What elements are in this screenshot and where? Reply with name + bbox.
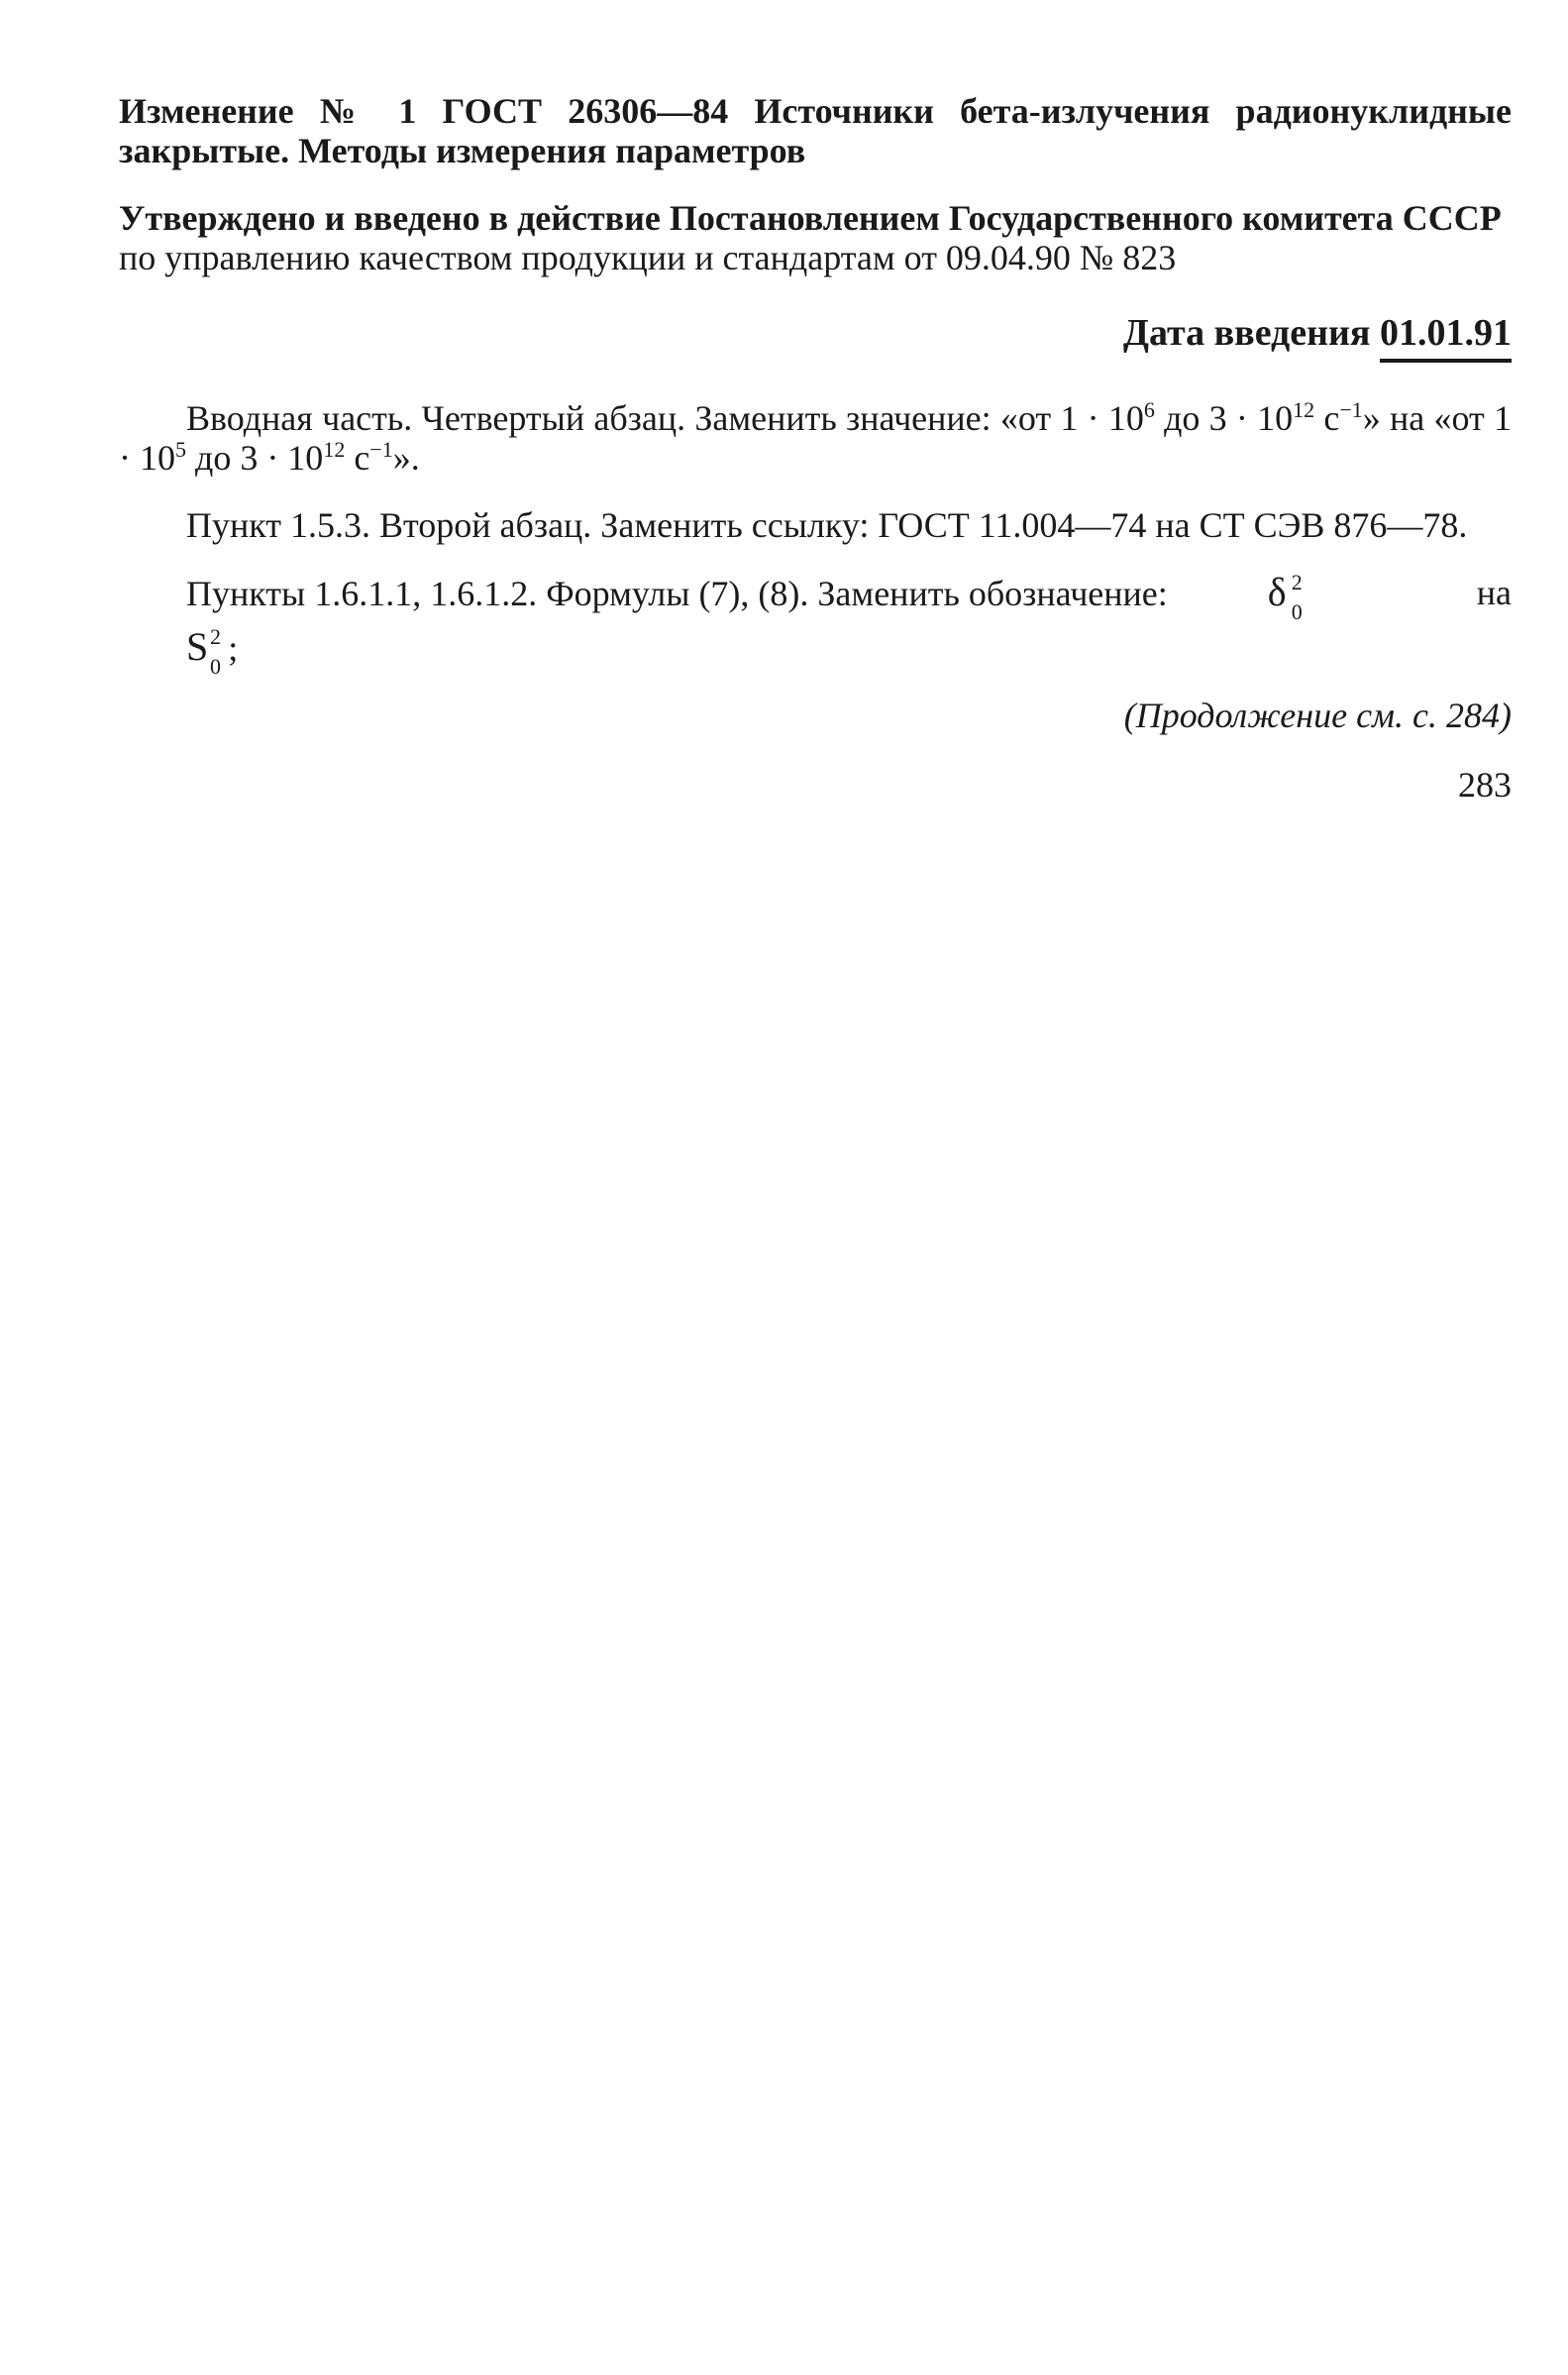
symbol-s-zero-squared: [119, 624, 221, 679]
p3-na: на: [1476, 573, 1512, 612]
date-value: 01.01.91: [1380, 311, 1512, 363]
p1-text-b: до 3 · 10: [1154, 398, 1294, 438]
p3-text: Пункты 1.6.1.1, 1.6.1.2. Формулы (7), (8). Заменить обозначение:: [186, 574, 1168, 613]
continuation-note: (Продолжение см. с. 284): [1123, 696, 1512, 735]
approval-statement: [119, 198, 1512, 277]
p1-text-e: до 3 · 10: [186, 438, 324, 478]
s-sub: 0: [210, 654, 221, 679]
approval-lead: Утверждено и введено в действие Постановлением Государственного комитета СССР: [119, 198, 1502, 238]
paragraph-intro: [119, 398, 1512, 478]
p1-text-a: Вводная часть. Четвертый абзац. Заменить значение: «от 1 · 10: [186, 398, 1144, 438]
p1-exp-2: 12: [1293, 397, 1315, 422]
page-number: 283: [1458, 765, 1512, 805]
p1-exp-1: 6: [1143, 397, 1155, 422]
p1-text-f: с: [345, 438, 370, 478]
paragraph-clauses-1-6-1: [119, 570, 1512, 679]
p1-exp-3: −1: [1339, 397, 1363, 422]
p1-text-d: » на «от 1 · 10: [119, 398, 1512, 478]
document-page: [119, 91, 1512, 805]
delta-sub: 0: [1291, 599, 1303, 624]
p3-end: ;: [228, 628, 239, 668]
delta-symbol: δ: [1267, 570, 1287, 614]
s-sup: 2: [210, 624, 221, 649]
document-title: Изменение № 1 ГОСТ 26306—84 Источники бета-излучения радионуклидные закрытые. Методы измерения параметров: [119, 91, 1512, 170]
approval-rest: по управлению качеством продукции и стандартам от 09.04.90 № 823: [119, 238, 1177, 277]
effective-date: [119, 311, 1512, 363]
p1-exp-6: −1: [369, 437, 393, 462]
symbol-delta-zero-squared: [1201, 570, 1303, 624]
p1-exp-5: 12: [323, 437, 346, 462]
p1-text-g: ».: [392, 438, 420, 478]
paragraph-clause-1-5-3: Пункт 1.5.3. Второй абзац. Заменить ссылку: ГОСТ 11.004—74 на СТ СЭВ 876—78.: [186, 505, 1468, 545]
p1-text-c: с: [1314, 398, 1340, 438]
delta-sup: 2: [1291, 570, 1303, 594]
p1-exp-4: 5: [175, 437, 186, 462]
s-symbol: S: [186, 624, 209, 669]
date-label: Дата введения: [1122, 312, 1371, 354]
